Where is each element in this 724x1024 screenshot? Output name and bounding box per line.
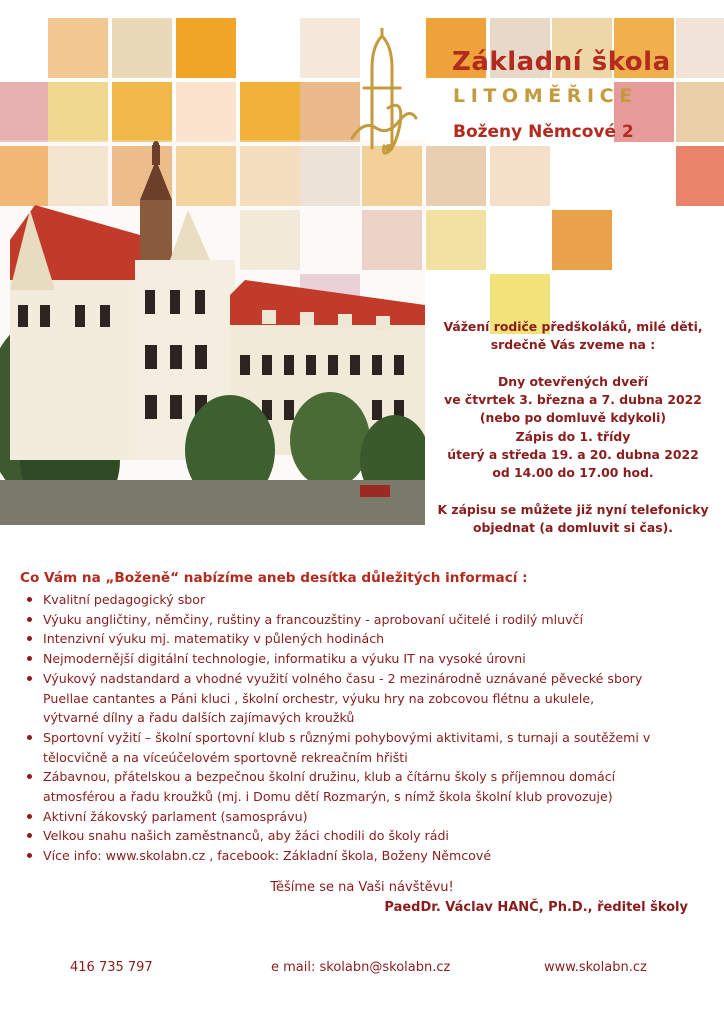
school-street: Boženy Němcové 2: [453, 122, 634, 142]
mosaic-tile: [112, 82, 172, 142]
invite-line: Dny otevřených dveří: [497, 373, 648, 389]
mosaic-tile: [112, 18, 172, 78]
invite-line: Vážení rodiče předškoláků, milé děti,: [443, 319, 703, 334]
list-item: Sportovní vyžití – školní sportovní klub s různými pohybovými aktivitami, s turnaji a soutěžemi v tělocvičně a na víceúčelovém sportovně rekreačním hřišti: [26, 728, 716, 767]
school-building-illustration: [0, 140, 425, 525]
list-item: Velkou snahu našich zaměstnanců, aby žáci chodili do školy rádi: [26, 826, 716, 846]
mosaic-tile: [48, 82, 108, 142]
list-item: Aktivní žákovský parlament (samosprávu): [26, 807, 716, 827]
list-item: Intenzivní výuku mj. matematiky v půlených hodinách: [26, 629, 716, 649]
invite-line: objednat (a domluvit si čas).: [473, 520, 673, 536]
invite-line: úterý a středa 19. a 20. dubna 2022: [447, 447, 699, 463]
invitation-text: [425, 318, 721, 538]
mosaic-tile: [240, 82, 300, 142]
footer-phone: 416 735 797: [70, 960, 153, 975]
mosaic-tile: [676, 18, 724, 78]
mosaic-tile: [176, 18, 236, 78]
list-item: Nejmodernější digitální technologie, informatiku a výuku IT na vysoké úrovni: [26, 649, 716, 669]
invite-line: K zápisu se můžete již nyní telefonicky: [437, 501, 709, 517]
info-list: [26, 590, 716, 866]
mosaic-tile: [48, 18, 108, 78]
mosaic-tile: [676, 82, 724, 142]
invite-spacer: [425, 483, 721, 501]
footer-email: e mail: skolabn@skolabn.cz: [271, 960, 451, 975]
closing-text: Těšíme se na Vaši návštěvu!: [270, 880, 454, 895]
list-item: Více info: www.skolabn.cz , facebook: Základní škola, Boženy Němcové: [26, 846, 716, 866]
list-item: Výuku angličtiny, němčiny, ruštiny a francouzštiny - aprobovaní učitelé i rodilý mluvčí: [26, 610, 716, 630]
invite-line: ve čtvrtek 3. března a 7. dubna 2022: [444, 392, 702, 408]
mosaic-tile: [176, 82, 236, 142]
list-item: Výukový nadstandard a vhodné využití volného času - 2 mezinárodně uznávané pěvecké sbory Puellae cantantes a Páni kluci , školní orchestr, výuku hry na zobcovou flétnu a ukulele, výtvarné dílny a řadu dalších zajímavých kroužků: [26, 669, 716, 728]
mosaic-tile: [426, 146, 486, 206]
invite-line: (nebo po domluvě kdykoli): [479, 410, 667, 426]
footer-website[interactable]: www.skolabn.cz: [544, 960, 647, 975]
mosaic-tile: [426, 210, 486, 270]
invite-line: Zápis do 1. třídy: [515, 428, 631, 444]
mosaic-tile: [490, 146, 550, 206]
list-item: Kvalitní pedagogický sbor: [26, 590, 716, 610]
school-name: Základní škola: [452, 47, 671, 77]
invite-line: srdečně Vás zveme na :: [490, 337, 656, 353]
invite-line: od 14.00 do 17.00 hod.: [492, 465, 654, 481]
signature: PaedDr. Václav HANČ, Ph.D., ředitel školy: [384, 900, 688, 915]
mosaic-tile: [552, 210, 612, 270]
invite-spacer: [425, 355, 721, 373]
school-logo-icon: [344, 28, 424, 158]
list-item: Zábavnou, přátelskou a bezpečnou školní družinu, klub a čítárnu školy s příjemnou domácí atmosférou a řadu kroužků (mj. i Domu dětí Rozmarýn, s nímž škola školní klub provozuje): [26, 767, 716, 806]
mosaic-tile: [676, 146, 724, 206]
school-city: LITOMĚŘICE: [453, 85, 638, 107]
info-title: Co Vám na „Boženě“ nabízíme aneb desítka důležitých informací :: [20, 570, 528, 586]
